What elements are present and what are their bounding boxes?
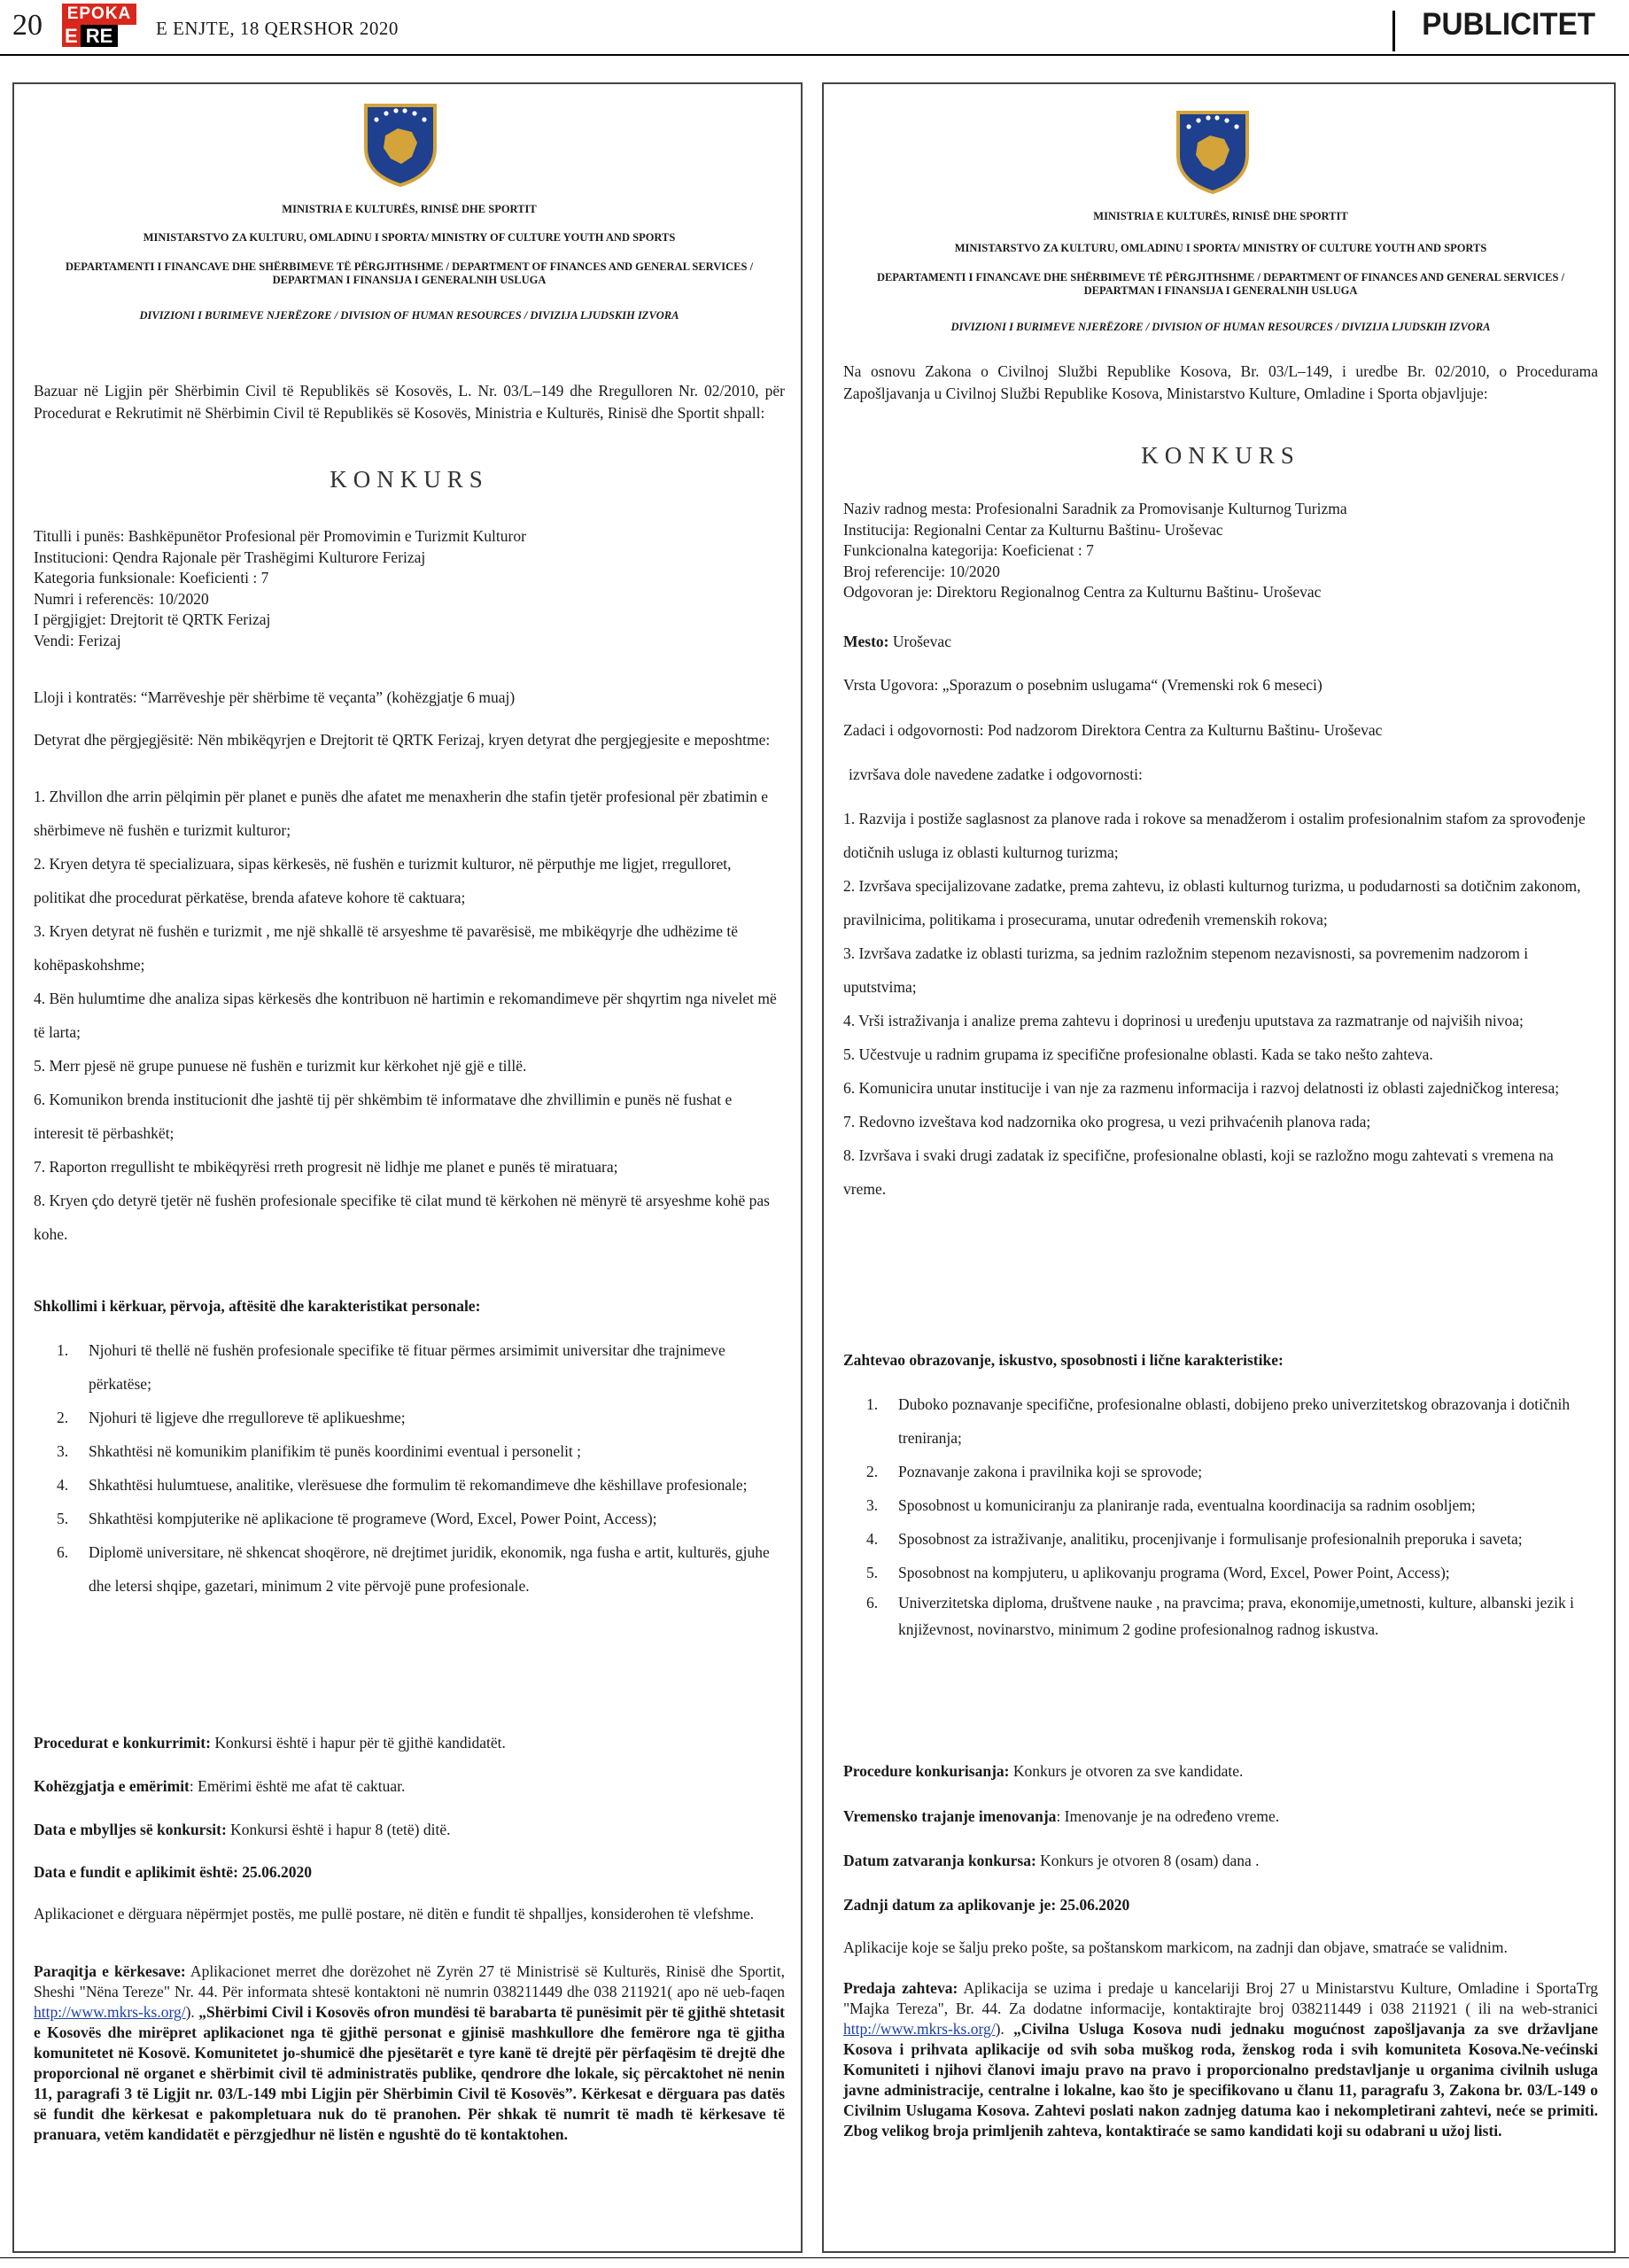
contract-type: Vrsta Ugovora: „Sporazum o posebnim uslugama“ (Vremenski rok 6 meseci) xyxy=(843,676,1323,694)
reports-to: I përgjigjet: Drejtorit të QRTK Ferizaj xyxy=(34,610,271,628)
requirements-list xyxy=(843,1387,1598,1643)
location: Mesto: Uroševac xyxy=(843,633,951,650)
announcement-albanian xyxy=(12,82,803,2253)
intro-paragraph: Bazuar në Ligjin për Shërbimin Civil të Republikës së Kosovës, L. Nr. 03/L–149 dhe Rregulloren Nr. 02/2010, për Procedurat e Rekrutimit në Shërbimin Civil të Republikës së Kosovës, Ministria e Kulturës, Rinisë dhe Sportit shpall: xyxy=(34,382,785,422)
list-item: 3. Kryen detyrat në fushën e turizmit , me një shkallë të arsyeshme të pavarësisë, me mbikëqyrje dhe udhëzime të kohëpaskohshme; xyxy=(34,922,738,974)
appointment-duration: Vremensko trajanje imenovanja: Imenovanje je na određeno vreme. xyxy=(843,1807,1280,1825)
ministry-name: MINISTRIA E KULTURËS, RINISË DHE SPORTIT xyxy=(1093,210,1348,222)
newspaper-logo xyxy=(62,4,136,46)
contract-type: Lloji i kontratës: “Marrëveshje për shërbime të veçanta” (kohëzgjatje 6 muaj) xyxy=(34,688,516,706)
list-item: 1. Razvija i postiže saglasnost za planove rada i rokove sa menadžerom i ostalim profesionalnim stafom za sprovođenje dotičnih usluga iz oblasti kulturnog turizma; xyxy=(843,810,1586,861)
appointment-duration: Kohëzgjatja e emërimit: Emërimi është me afat të caktuar. xyxy=(34,1777,406,1795)
list-item: 8. Kryen çdo detyrë tjetër në fushën profesionale specifike të cilat mund të kërkohen në mënyrë të arsyeshme kohë pas kohe. xyxy=(34,1192,770,1243)
list-item: 8. Izvršava i svaki drugi zadatak iz specifične, profesionalne oblasti, koji se razložno mogu zahtevati s vremena na vreme. xyxy=(843,1146,1554,1198)
list-item: 6. Komunikon brenda institucionit dhe jashtë tij për shkëmbim të informatave dhe zhvillimin e punës në fushat e interesit të përbashkët; xyxy=(34,1091,733,1142)
institution: Institucioni: Qendra Rajonale për Trashëgimi Kulturore Ferizaj xyxy=(34,548,426,566)
kosovo-emblem-icon xyxy=(362,102,438,187)
list-item: 1. Duboko poznavanje specifične, profesionalne oblasti, dobijeno preko univerzitetskog obrazovanja i dotičnih treniranja; xyxy=(866,1395,1571,1447)
functional-category: Funkcionalna kategorija: Koeficienat : 7 xyxy=(843,541,1094,559)
footer-rule xyxy=(0,2257,1629,2258)
list-item: 2. Poznavanje zakona i pravilnika koji se sprovode; xyxy=(866,1463,1203,1480)
list-item: 6. Univerzitetska diploma, društvene nauke , na pravcima; prava, ekonomije,umetnosti, kulture, albanski jezik i književnost, novinarstvo, minimum 2 godine profesionalnog radnog iskustva. xyxy=(866,1594,1574,1638)
section-title: PUBLICITET xyxy=(1422,7,1595,42)
list-item: 6. Diplomë universitare, në shkencat shoqërore, në drejtimet juridik, ekonomik, nga fusha e artit, kulturës, gjuhe dhe letersi shqipe, gazetari, minimum 2 vite përvojë pune profesionale. xyxy=(57,1543,770,1595)
intro-paragraph: Na osnovu Zakona o Civilnoj Službi Republike Kosova, Br. 03/L–149, i uredbe Br. 02/2010, o Procedurama Zapošljavanja u Civilnoj Službi Republike Kosova, Ministarstvo Kulture, Omladine i Sporta objavljuje: xyxy=(843,362,1598,402)
reference-number: Broj referencije: 10/2020 xyxy=(843,562,1000,580)
job-title: Naziv radnog mesta: Profesionalni Saradnik za Promovisanje Kulturnog Turizma xyxy=(843,500,1347,517)
list-item: 5. Sposobnost na kompjuteru, u aplikovanju programa (Word, Excel, Power Point, Access); xyxy=(866,1564,1450,1581)
institution: Institucija: Regionalni Centar za Kulturnu Baštinu- Uroševac xyxy=(843,520,1223,539)
list-item: 2. Izvršava specijalizovane zadatke, prema zahtevu, iz oblasti kulturnog turizma, u podudarnosti sa dotičnim zakonom, pravilnicima, politikama i prosecurama, unutar određenih vremenskih rokova; xyxy=(843,877,1581,928)
list-item: 7. Raporton rregullisht te mbikëqyrësi rreth progresit në lidhje me planet e punës të miratuara; xyxy=(34,1158,618,1176)
list-item: 1. Njohuri të thellë në fushën profesionale specifike të fituar përmes arsimimit universitar dhe trajnimeve përkatëse; xyxy=(57,1341,725,1393)
division-name: DIVIZIONI I BURIMEVE NJERËZORE / DIVISION OF HUMAN RESOURCES / DIVIZIJA LJUDSKIH IZVORA xyxy=(950,321,1491,333)
page-number: 20 xyxy=(12,9,43,42)
functional-category: Kategoria funksionale: Koeficienti : 7 xyxy=(34,569,269,586)
job-title: Titulli i punës: Bashkëpunëtor Profesional për Promovimin e Turizmit Kulturor xyxy=(34,527,526,545)
ministry-name-translations: MINISTARSTVO ZA KULTURU, OMLADINU I SPORTA/ MINISTRY OF CULTURE YOUTH AND SPORTS xyxy=(954,242,1487,254)
closing-date: Data e mbylljes së konkursit: Konkursi është i hapur 8 (tetë) ditë. xyxy=(34,1821,451,1838)
list-item: 4. Vrši istraživanja i analize prema zahtevu i doprinosi u uređenju uputstava za razmatranje od najviših nivoa; xyxy=(843,1012,1524,1029)
submission-info: Predaja zahteva: Aplikacija se uzima i predaje u kancelariji Broj 27 u Ministarstvu Kulture, Omladine i SportaTrg "Majka Tereza", Br. 44. Za dodatne informacije, kontaktirajte broj 038211449 i 038 211921 ( ili na web-stranici http://www.mkrs-ks.org/). „Civilna Usluga Kosova nudi jednaku mogućnost zapošljavanja za sve državljane Kosova i prihvata aplikacije od svih soba muškog roda, ženskog roda i svih komuniteta Kosova.Ne-većinski Komuniteti i njihovi članovi imaju pravo na pravo i proporcionalno predstavljanje u organima civilnih usluga javne administracije, centralne i lokalne, kao što je specifikovano u članu 11, paragrafu 3, Zakona br. 03/L-149 o Civilnim Uslugama Kosova. Zahtevi poslati nakon zadnjeg datuma kao i nekompletirani zahtevi, neće se primiti. Zbog velikog broja primljenih zahteva, kontaktiraće se samo kandidati koji su odabrani u užoj listi. xyxy=(843,1979,1598,2140)
masthead xyxy=(0,0,1629,57)
list-item: 3. Sposobnost u komuniciranju za planiranje rada, eventualna koordinacija sa radnim osobljem; xyxy=(866,1496,1476,1514)
list-item: 5. Shkathtësi kompjuterike në aplikacione të programeve (Word, Excel, Power Point, Access); xyxy=(57,1510,657,1527)
logo-top: EPOKA xyxy=(62,4,136,25)
list-item: 4. Sposobnost za istraživanje, analitiku, procenjivanje i formulisanje profesionalnih preporuka i saveta; xyxy=(866,1530,1523,1548)
competition-procedure: Procedure konkurisanja: Konkurs je otvoren za sve kandidate. xyxy=(843,1762,1244,1780)
konkurs-title: KONKURS xyxy=(330,466,489,493)
mail-note: Aplikacionet e dërguara nëpërmjet postës, me pullë postare, në ditën e fundit të shpalljes, konsiderohen të vlefshme. xyxy=(34,1905,755,1922)
department-name: DEPARTAMENTI I FINANCAVE DHE SHËRBIMEVE TË PËRGJITHSHME / DEPARTMENT OF FINANCES AND GENERAL SERVICES / DEPARTMAN I FINANSIJA I GENERALNIH USLUGA xyxy=(65,260,754,286)
list-item: 3. Izvršava zadatke iz oblasti turizma, sa jednim razložnim stepenom nezavisnosti, sa povremenim nadzorom i uputstvima; xyxy=(843,944,1529,996)
ministry-name: MINISTRIA E KULTURËS, RINISË DHE SPORTIT xyxy=(282,203,537,215)
duties-heading: Zadaci i odgovornosti: Pod nadzorom Direktora Centra za Kulturnu Baštinu- Uroševac xyxy=(843,721,1383,739)
list-item: 5. Merr pjesë në grupe punuese në fushën e turizmit kur kërkohet një gjë e tillë. xyxy=(34,1057,527,1075)
list-item: 7. Redovno izveštava kod nadzornika oko progresa, u vezi prihvaćenih planova rada; xyxy=(843,1113,1371,1130)
requirements-title: Shkollimi i kërkuar, përvoja, aftësitë dhe karakteristikat personale: xyxy=(34,1297,481,1315)
list-item: 2. Njohuri të ligjeve dhe rregulloreve të aplikueshme; xyxy=(57,1409,406,1426)
application-deadline: Zadnji datum za aplikovanje je: 25.06.2020 xyxy=(843,1896,1130,1914)
list-item: 1. Zhvillon dhe arrin pëlqimin për planet e punës dhe afatet me menaxherin dhe stafin tjetër profesional për zbatimin e shërbimeve në fushën e turizmit kulturor; xyxy=(34,788,769,839)
duties-list xyxy=(34,780,785,1251)
list-item: 3. Shkathtësi në komunikim planifikim të punës koordinimi eventual i personelit ; xyxy=(57,1442,582,1460)
job-details xyxy=(843,499,1598,603)
submission-info: Paraqitja e kërkesave: Aplikacionet merret dhe dorëzohet në Zyrën 27 të Ministrisë së Kulturës, Rinisë dhe Sportit, Sheshi "Nëna Tereze" Nr. 44. Për informata shtesë kontaktoni në numrin 038211449 dhe 038 211921( apo në ueb-faqen http://www.mkrs-ks.org/). „Shërbimi Civil i Kosovës ofron mundësi të barabarta të punësimit për të gjithë shtetasit e Kosovës dhe mirëpret aplikacionet nga të gjithë personat e gjinisë mashkullore dhe femërore nga të gjitha komunitetet në Kosovë. Komunitetet jo-shumicë dhe pjesëtarët e tyre kanë të drejtë për përfaqësim të drejtë dhe proporcional në organet e shërbimit civil të administratës publike, qendrore dhe lokale, siç përcaktohet në nenin 11, paragrafi 3 të Ligjit nr. 03/L-149 mbi Ligjin për Shërbimin Civil të Kosovës”. Kërkesat e dërguara pas datës së fundit dhe kërkesat e pakompletuara nuk do të pranohen. Për shkak të numrit të madh të kërkesave të pranuara, vetëm kandidatët e përzgjedhur në listën e ngushtë do të kontaktohen. xyxy=(34,1962,786,2143)
location: Vendi: Ferizaj xyxy=(34,631,121,649)
mail-note: Aplikacije koje se šalju preko pošte, sa poštanskom markicom, na zadnji dan objave, smatraće se validnim. xyxy=(843,1938,1508,1956)
ministry-website-link[interactable]: http://www.mkrs-ks.org/ xyxy=(843,2020,996,2038)
reports-to: Odgovoran je: Direktoru Regionalnog Centra za Kulturnu Baštinu- Uroševac xyxy=(843,583,1322,601)
application-deadline: Data e fundit e aplikimit është: 25.06.2020 xyxy=(34,1863,313,1881)
logo-bottom: E RE xyxy=(62,26,136,46)
duties-intro: izvršava dole navedene zadatke i odgovornosti: xyxy=(849,765,1143,783)
masthead-rule xyxy=(0,54,1629,56)
reference-number: Numri i referencës: 10/2020 xyxy=(34,589,209,608)
list-item: 4. Shkathtësi hulumtuese, analitike, vlerësuese dhe formulim të rekomandimeve dhe këshillave profesionale; xyxy=(57,1476,748,1494)
ministry-name-translations: MINISTARSTVO ZA KULTURU, OMLADINU I SPORTA/ MINISTRY OF CULTURE YOUTH AND SPORTS xyxy=(143,231,676,244)
issue-date: E ENJTE, 18 QERSHOR 2020 xyxy=(156,18,399,39)
duties-intro: Detyrat dhe përgjegjësitë: Nën mbikëqyrjen e Drejtorit të QRTK Ferizaj, kryen detyrat dhe pergjegjesite e meposhtme: xyxy=(34,731,771,749)
requirements-title: Zahtevao obrazovanje, iskustvo, sposobnosti i lične karakteristike: xyxy=(843,1351,1284,1369)
list-item: 6. Komunicira unutar institucije i van nje za razmenu informacija i razvoj delatnosti iz oblasti zajedničkog interesa; xyxy=(843,1079,1560,1097)
section-divider xyxy=(1392,11,1395,51)
requirements-list xyxy=(34,1333,785,1603)
division-name: DIVIZIONI I BURIMEVE NJERËZORE / DIVISION OF HUMAN RESOURCES / DIVIZIJA LJUDSKIH IZVORA xyxy=(139,309,679,322)
department-name: DEPARTAMENTI I FINANCAVE DHE SHËRBIMEVE TË PËRGJITHSHME / DEPARTMENT OF FINANCES AND GENERAL SERVICES / DEPARTMAN I FINANSIJA I GENERALNIH USLUGA xyxy=(876,271,1565,297)
job-details xyxy=(34,526,785,651)
competition-procedure: Procedurat e konkurrimit: Konkursi është i hapur për të gjithë kandidatët. xyxy=(34,1734,506,1751)
list-item: 2. Kryen detyra të specializuara, sipas kërkesës, në fushën e turizmit kulturor, në përputhje me ligjet, rregulloret, politikat dhe procedurat përkatëse, brenda afateve kohore të caktuara; xyxy=(34,855,732,906)
konkurs-title: KONKURS xyxy=(1141,442,1300,469)
closing-date: Datum zatvaranja konkursa: Konkurs je otvoren 8 (osam) dana . xyxy=(843,1852,1260,1869)
kosovo-emblem-icon xyxy=(1175,109,1251,194)
duties-list xyxy=(843,802,1598,1206)
list-item: 5. Učestvuje u radnim grupama iz specifične profesionalne oblasti. Kada se tako nešto zahteva. xyxy=(843,1045,1433,1063)
announcement-serbian xyxy=(822,82,1616,2253)
list-item: 4. Bën hulumtime dhe analiza sipas kërkesës dhe kontribuon në hartimin e rekomandimeve për shqyrtim nga nivelet më të larta; xyxy=(34,990,777,1041)
ministry-website-link[interactable]: http://www.mkrs-ks.org/ xyxy=(34,2003,186,2021)
